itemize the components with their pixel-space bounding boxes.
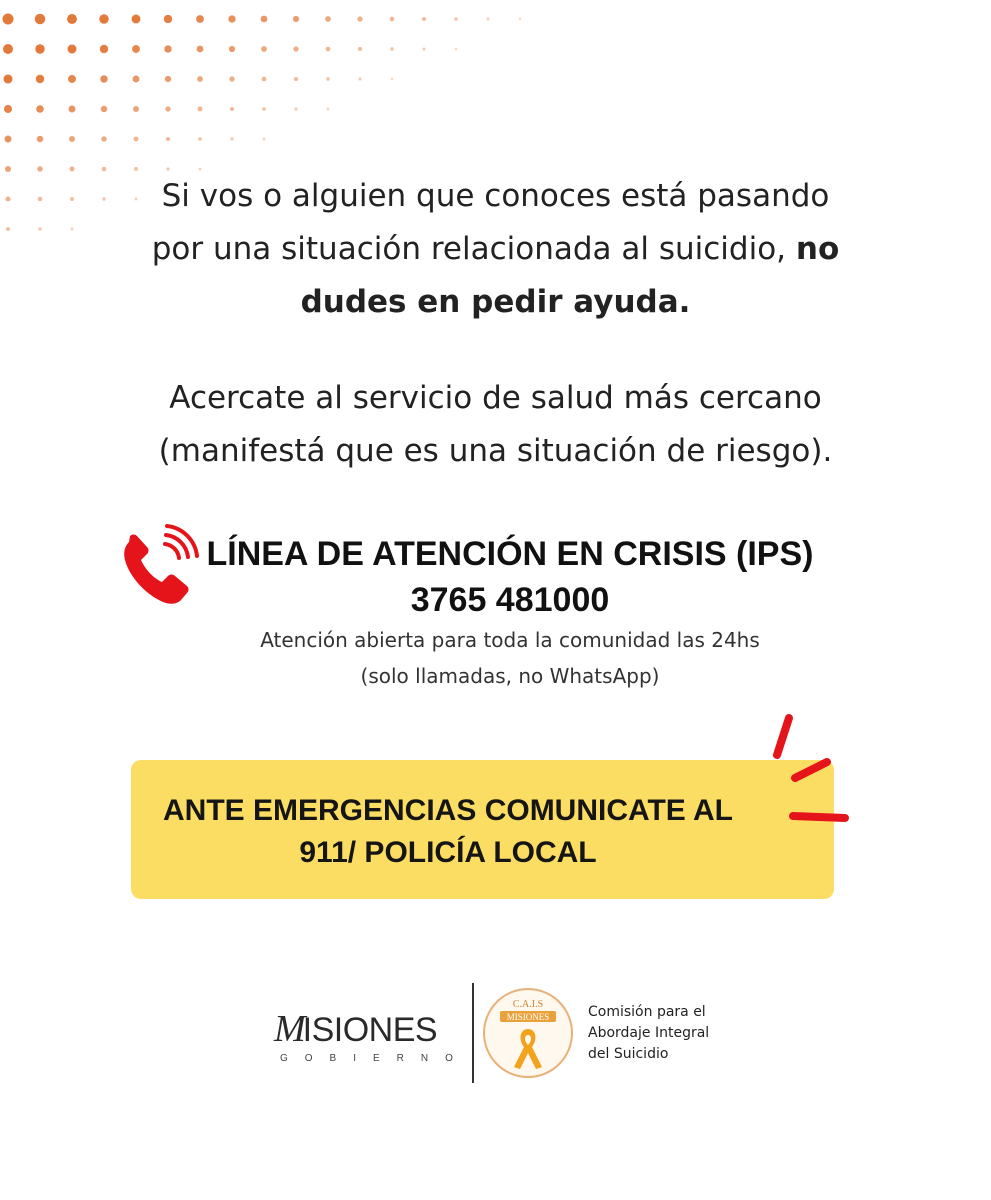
commission-line-3: del Suicidio [588, 1046, 669, 1062]
pattern-dot [132, 45, 140, 53]
gov-logo-sub: GOBIERNO [280, 1053, 470, 1064]
pattern-dot [36, 75, 44, 83]
commission-name [588, 1002, 758, 1065]
emergency-text [131, 790, 765, 874]
pattern-dot [422, 47, 425, 50]
pattern-dot [519, 18, 522, 21]
pattern-dot [6, 227, 10, 231]
pattern-dot [165, 76, 171, 82]
health-line-2: (manifestá que es una situación de riesgo). [158, 433, 833, 469]
crisis-note-line-2: (solo llamadas, no WhatsApp) [360, 664, 660, 688]
health-line-1: Acercate al servicio de salud más cercano [169, 380, 822, 416]
pattern-dot [164, 15, 172, 23]
pattern-dot [100, 75, 107, 82]
pattern-dot [196, 15, 204, 23]
pattern-dot [327, 108, 330, 111]
misiones-government-logo [274, 1008, 470, 1064]
pattern-dot [391, 78, 394, 81]
pattern-dot [230, 137, 233, 140]
pattern-dot [67, 14, 77, 24]
pattern-dot [164, 45, 171, 52]
pattern-dot [294, 107, 297, 110]
intro-line-2: por una situación relacionada al suicidio, no [151, 231, 840, 267]
health-service-text [80, 372, 911, 478]
pattern-dot [198, 137, 202, 141]
crisis-note [160, 622, 860, 694]
pattern-dot [358, 47, 362, 51]
pattern-dot [262, 107, 266, 111]
pattern-dot [262, 77, 267, 82]
pattern-dot [101, 136, 106, 141]
pattern-dot [70, 197, 74, 201]
footer-logos [0, 975, 991, 1095]
pattern-dot [166, 137, 170, 141]
pattern-dot [263, 138, 266, 141]
pattern-dot [68, 75, 76, 83]
crisis-line-title: LÍNEA DE ATENCIÓN EN CRISIS (IPS) [206, 535, 814, 573]
pattern-dot [101, 106, 107, 112]
pattern-dot [133, 106, 139, 112]
pattern-dot [36, 105, 43, 112]
pattern-dot [486, 17, 489, 20]
footer-divider [472, 983, 474, 1083]
pattern-dot [294, 77, 298, 81]
pattern-dot [68, 45, 77, 54]
pattern-dot [165, 106, 170, 111]
pattern-dot [100, 45, 108, 53]
cais-seal-logo [480, 985, 576, 1081]
pattern-dot [228, 15, 235, 22]
pattern-dot [390, 47, 394, 51]
pattern-dot [134, 137, 139, 142]
pattern-dot [133, 76, 140, 83]
pattern-dot [357, 16, 362, 21]
pattern-dot [293, 16, 299, 22]
pattern-dot [422, 17, 426, 21]
pattern-dot [198, 107, 203, 112]
seal-middle-text: MISIONES [506, 1012, 550, 1022]
commission-line-1: Comisión para el [588, 1004, 706, 1020]
pattern-dot [454, 17, 458, 21]
commission-line-2: Abordaje Integral [588, 1025, 710, 1041]
pattern-dot [455, 48, 458, 51]
pattern-dot [4, 105, 12, 113]
pattern-dot [326, 77, 330, 81]
pattern-dot [261, 16, 268, 23]
pattern-dot [326, 47, 331, 52]
pattern-dot [230, 107, 234, 111]
pattern-dot [38, 227, 41, 230]
emergency-line-1: ANTE EMERGENCIAS COMUNICATE AL [163, 794, 733, 827]
pattern-dot [6, 197, 11, 202]
pattern-dot [4, 75, 13, 84]
pattern-dot [35, 44, 44, 53]
seal-top-text: C.A.I.S [512, 999, 544, 1010]
crisis-note-line-1: Atención abierta para toda la comunidad las 24hs [260, 628, 760, 652]
pattern-dot [71, 228, 74, 231]
pattern-dot [358, 77, 361, 80]
pattern-dot [69, 136, 75, 142]
crisis-phone-number[interactable]: 3765 481000 [410, 581, 610, 619]
pattern-dot [38, 197, 42, 201]
pattern-dot [197, 46, 204, 53]
pattern-dot [3, 14, 14, 25]
pattern-dot [99, 14, 108, 23]
pattern-dot [390, 17, 395, 22]
accent-strokes-icon [755, 710, 865, 830]
pattern-dot [69, 106, 76, 113]
pattern-dot [197, 76, 203, 82]
pattern-dot [293, 46, 298, 51]
pattern-dot [70, 167, 75, 172]
pattern-dot [325, 16, 331, 22]
pattern-dot [35, 14, 45, 24]
pattern-dot [3, 44, 13, 54]
pattern-dot [229, 76, 234, 81]
gov-logo-word: MISIONES [274, 1008, 438, 1050]
pattern-dot [132, 15, 141, 24]
intro-text [100, 170, 891, 329]
pattern-dot [37, 136, 43, 142]
pattern-dot [5, 136, 12, 143]
intro-line-3: dudes en pedir ayuda. [300, 284, 691, 320]
pattern-dot [37, 166, 42, 171]
emergency-line-2: 911/ POLICÍA LOCAL [299, 836, 597, 869]
pattern-dot [261, 46, 267, 52]
intro-line-1: Si vos o alguien que conoces está pasando [161, 178, 830, 214]
pattern-dot [5, 166, 11, 172]
pattern-dot [229, 46, 235, 52]
